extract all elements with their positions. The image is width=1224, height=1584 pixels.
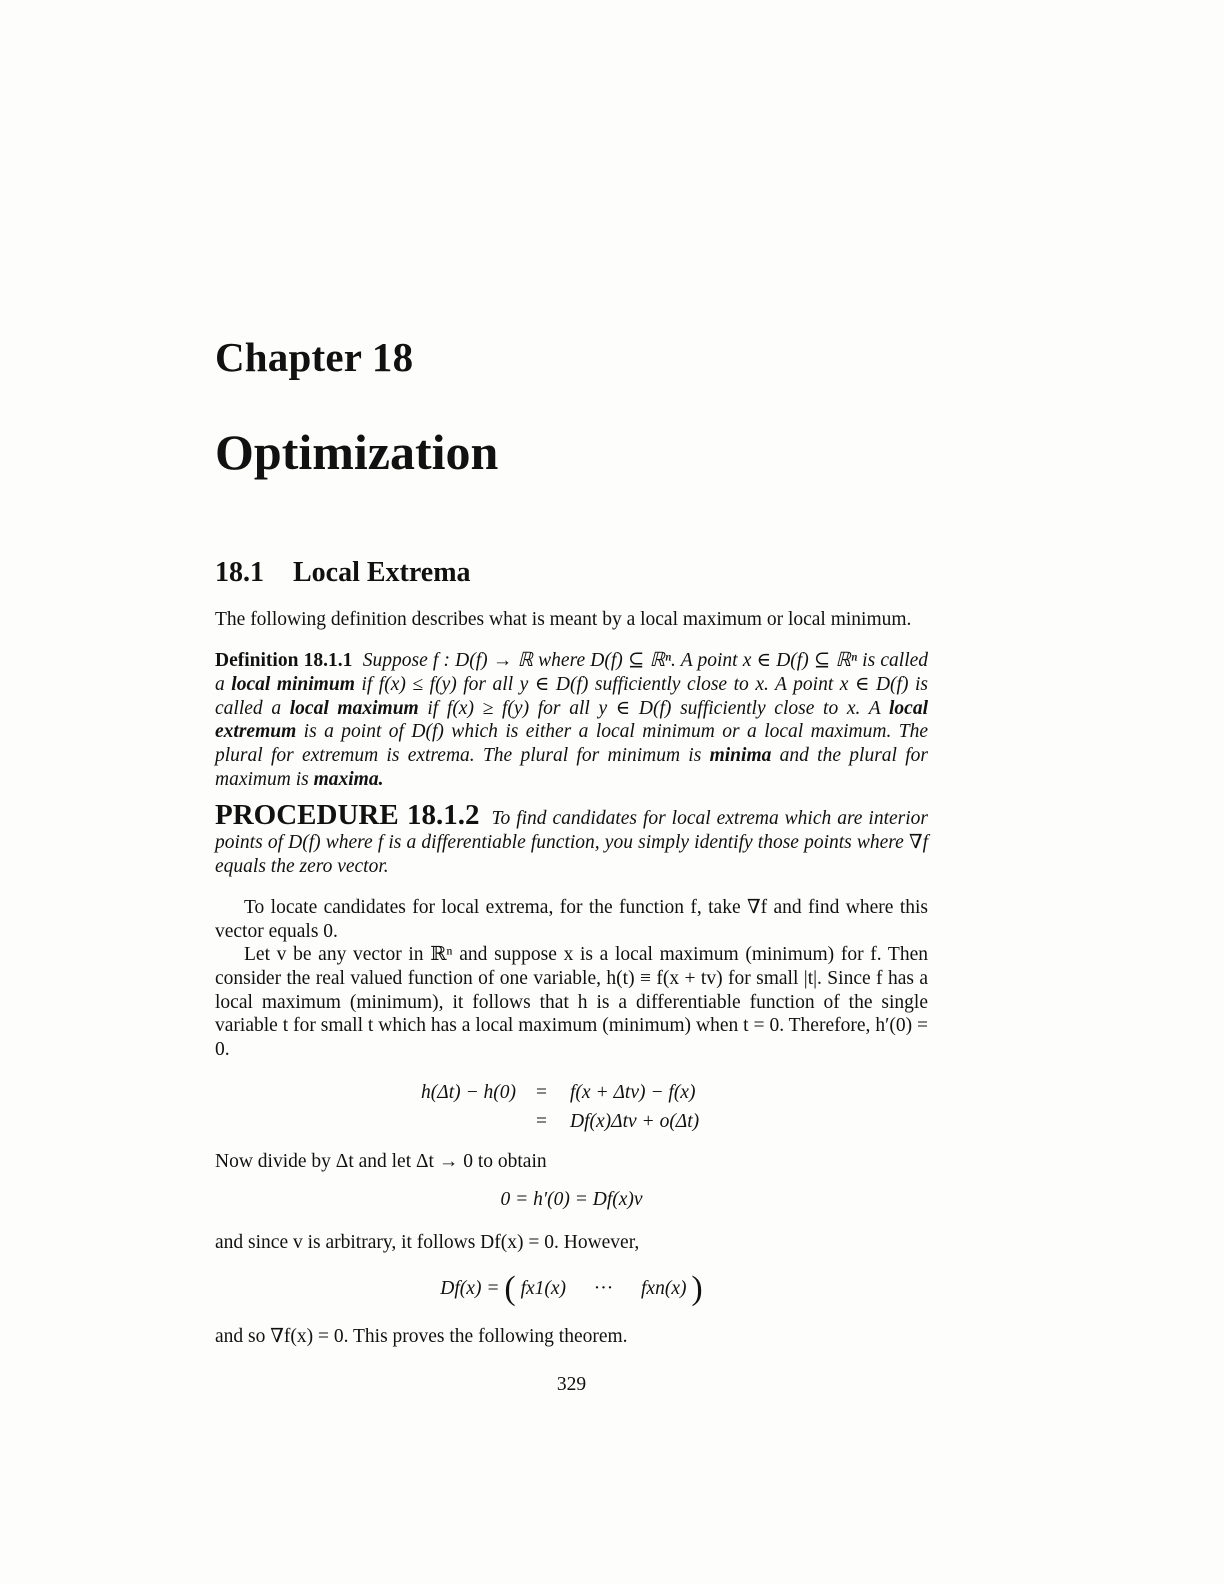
- definition-label: Definition 18.1.1: [215, 650, 353, 671]
- intro-paragraph: The following definition describes what is meant by a local maximum or local minimum.: [215, 609, 912, 630]
- definition-part: if f(x) ≤ f(y) for all y ∈ D(f) sufficiently close to x. A point x ∈ D(f) is called a: [215, 673, 928, 719]
- right-paren: ): [691, 1270, 703, 1307]
- equation-relation: =: [536, 1082, 547, 1103]
- body-paragraph: To locate candidates for local extrema, for the function f, take ∇f and find where this vector equals 0.: [215, 897, 928, 942]
- procedure-text: To find candidates for local extrema which are interior points of D(f) where f is a differentiable function, you simply identify those points where ∇f equals the zero vector.: [215, 808, 929, 877]
- matrix-dots: ···: [593, 1278, 614, 1299]
- section-number: 18.1: [215, 557, 264, 588]
- body-line: and so ∇f(x) = 0. This proves the following theorem.: [215, 1326, 628, 1347]
- matrix-entry: fx1(x): [520, 1278, 567, 1299]
- definition-part: is a point of D(f) which is either a local minimum or a local maximum. The plural for extremum is extrema. The plural for minimum is: [215, 721, 928, 767]
- definition-term: maxima.: [313, 768, 384, 790]
- definition-term: local maximum: [289, 697, 419, 719]
- definition-part: if f(x) ≥ f(y) for all y ∈ D(f) sufficiently close to x. A: [418, 697, 889, 719]
- definition-term: local extremum: [215, 697, 928, 743]
- equation-row: [215, 1078, 928, 1107]
- display-equation: 0 = h′(0) = Df(x)v: [500, 1189, 643, 1210]
- definition-part: and the plural for maximum is: [215, 745, 928, 790]
- definition-term: local minimum: [231, 673, 355, 695]
- left-paren: (: [504, 1270, 516, 1307]
- definition-block: [215, 649, 928, 792]
- body-paragraph: Let v be any vector in ℝⁿ and suppose x is a local maximum (minimum) for f. Then consider the real valued function of one variable, h(t) ≡ f(x + tv) for small |t|. Since f has a local maximum (minimum), it follows that h is a differentiable function of the single variable t for small t which has a local maximum (minimum) when t = 0. Therefore, h′(0) = 0.: [215, 944, 928, 1061]
- definition-term: minima: [709, 745, 772, 767]
- section-title: Local Extrema: [293, 557, 471, 588]
- definition-part: Suppose f : D(f) → ℝ where D(f) ⊆ ℝⁿ. A point x ∈ D(f) ⊆ ℝⁿ is called a: [215, 650, 929, 695]
- equation-row: [215, 1107, 928, 1136]
- equation-array: [215, 1078, 928, 1136]
- matrix-entry: fxn(x): [641, 1278, 687, 1299]
- body-line: Now divide by Δt and let Δt → 0 to obtain: [215, 1151, 547, 1172]
- equation-relation: =: [536, 1111, 547, 1132]
- page-number: 329: [556, 1374, 587, 1395]
- equation-rhs: Df(x)Δtv + o(Δt): [570, 1111, 700, 1132]
- procedure-label: PROCEDURE 18.1.2: [215, 799, 480, 831]
- procedure-block: [215, 800, 928, 878]
- section-heading: [215, 557, 471, 589]
- matrix-lhs: Df(x) =: [440, 1278, 500, 1299]
- equation-rhs: f(x + Δtv) − f(x): [570, 1082, 696, 1103]
- chapter-title: Optimization: [215, 424, 499, 480]
- document-page: [215, 0, 928, 1584]
- body-line: and since v is arbitrary, it follows Df(x) = 0. However,: [215, 1232, 640, 1253]
- chapter-label: Chapter 18: [215, 334, 414, 380]
- gradient-matrix-equation: [215, 1270, 928, 1308]
- equation-lhs: h(Δt) − h(0): [421, 1082, 516, 1103]
